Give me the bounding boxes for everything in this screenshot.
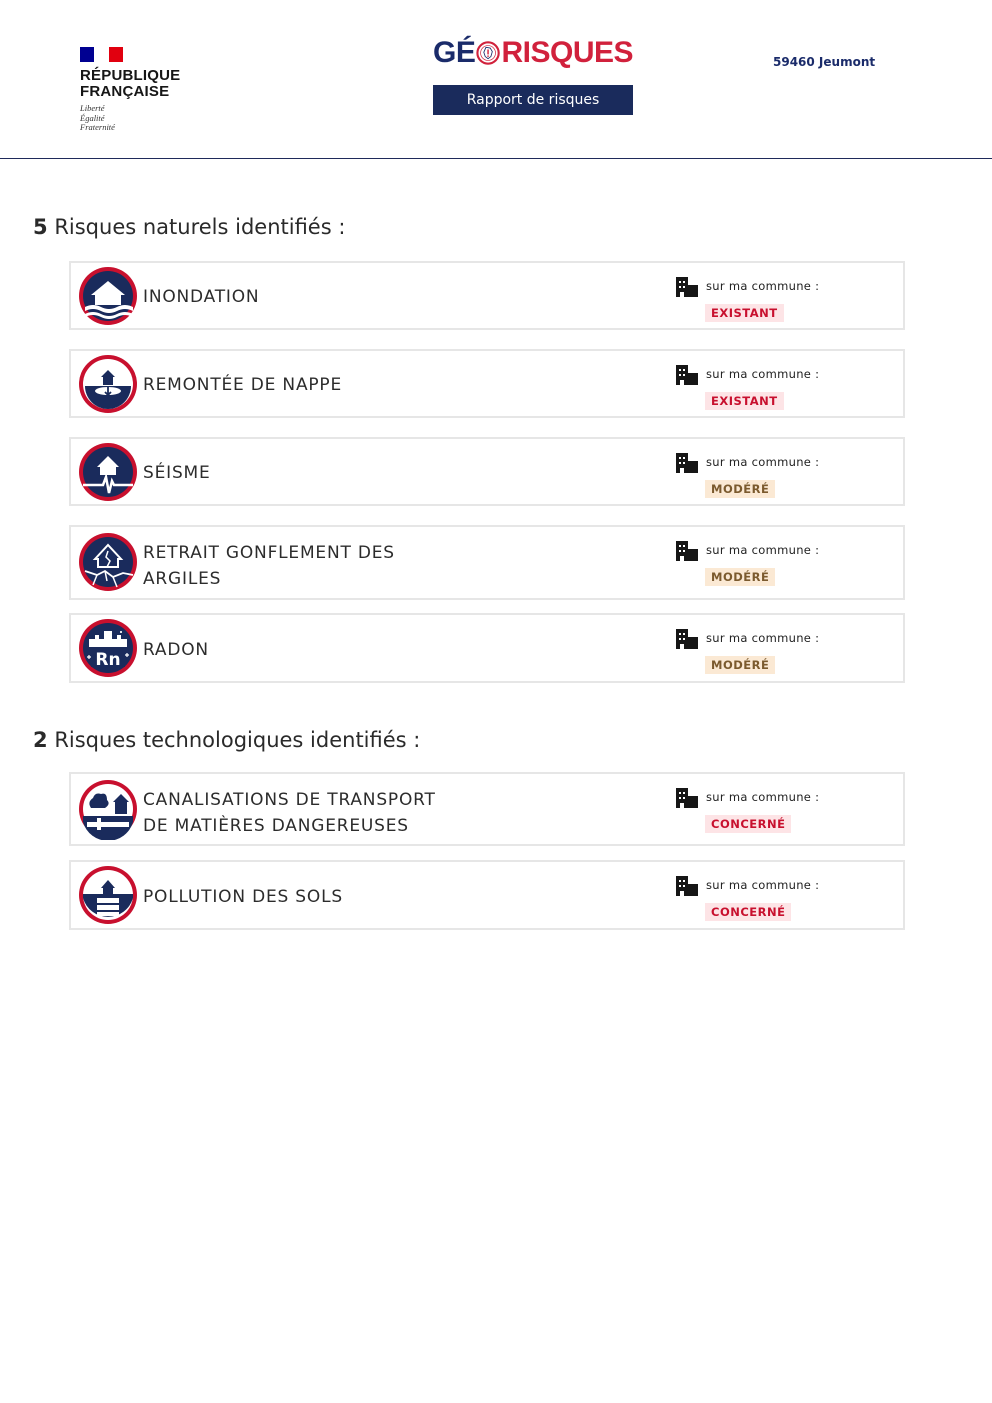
commune-label: sur ma commune : bbox=[706, 367, 820, 381]
status-badge: EXISTANT bbox=[705, 392, 784, 410]
risk-card-canalisations bbox=[69, 772, 905, 846]
risk-label: REMONTÉE DE NAPPE bbox=[143, 375, 343, 395]
french-flag-icon bbox=[80, 47, 123, 62]
republique-francaise-logo bbox=[80, 47, 180, 133]
risk-label-line-2: ARGILES bbox=[143, 569, 222, 589]
commune-label: sur ma commune : bbox=[706, 878, 820, 892]
risk-label-line-2: DE MATIÈRES DANGEREUSES bbox=[143, 816, 409, 836]
commune-label: sur ma commune : bbox=[706, 455, 820, 469]
risk-label: POLLUTION DES SOLS bbox=[143, 887, 343, 907]
groundwater-icon bbox=[77, 353, 139, 415]
natural-risks-title-text: Risques naturels identifiés : bbox=[54, 215, 346, 239]
republique-line-1: RÉPUBLIQUE bbox=[80, 67, 181, 84]
risk-card-remontee-de-nappe bbox=[69, 349, 905, 418]
earthquake-icon bbox=[77, 441, 139, 503]
pipeline-icon bbox=[77, 778, 139, 840]
georisques-france-logo-icon bbox=[476, 36, 500, 70]
devise-egalite: Égalité bbox=[80, 112, 105, 123]
page-header bbox=[0, 0, 992, 159]
brand-title bbox=[433, 36, 633, 70]
devise-liberte: Liberté bbox=[80, 103, 105, 113]
building-icon bbox=[675, 788, 699, 808]
building-icon bbox=[675, 277, 699, 297]
risk-label-line-1: CANALISATIONS DE TRANSPORT bbox=[143, 790, 436, 810]
status-badge: MODÉRÉ bbox=[705, 656, 775, 674]
flood-icon bbox=[77, 265, 139, 327]
technological-risks-count: 2 bbox=[33, 728, 48, 752]
technological-risks-title-text: Risques technologiques identifiés : bbox=[54, 728, 421, 752]
building-icon bbox=[675, 876, 699, 896]
clay-shrink-swell-icon bbox=[77, 531, 139, 593]
status-badge: CONCERNÉ bbox=[705, 815, 791, 833]
risk-label: INONDATION bbox=[143, 287, 260, 307]
svg-text:Rn: Rn bbox=[95, 650, 121, 670]
risk-card-inondation bbox=[69, 261, 905, 330]
status-badge: MODÉRÉ bbox=[705, 568, 775, 586]
brand-geo: GÉ bbox=[433, 36, 476, 69]
natural-risks-title bbox=[33, 215, 345, 239]
commune-name: 59460 Jeumont bbox=[773, 55, 876, 69]
natural-risks-count: 5 bbox=[33, 215, 48, 239]
status-badge: CONCERNÉ bbox=[705, 903, 791, 921]
republique-line-2: FRANÇAISE bbox=[80, 83, 170, 100]
commune-label: sur ma commune : bbox=[706, 279, 820, 293]
risk-card-retrait-gonflement-argiles bbox=[69, 525, 905, 600]
risk-label-line-1: RETRAIT GONFLEMENT DES bbox=[143, 543, 395, 563]
devise-fraternite: Fraternité bbox=[80, 122, 115, 132]
soil-pollution-icon bbox=[77, 864, 139, 926]
status-badge: EXISTANT bbox=[705, 304, 784, 322]
status-badge: MODÉRÉ bbox=[705, 480, 775, 498]
building-icon bbox=[675, 629, 699, 649]
commune-label: sur ma commune : bbox=[706, 543, 820, 557]
technological-risks-title bbox=[33, 728, 420, 752]
building-icon bbox=[675, 453, 699, 473]
radon-icon bbox=[77, 617, 139, 679]
building-icon bbox=[675, 541, 699, 561]
georisques-brand bbox=[433, 36, 633, 115]
report-subtitle: Rapport de risques bbox=[433, 85, 633, 115]
risk-card-seisme bbox=[69, 437, 905, 506]
risk-label: SÉISME bbox=[143, 463, 211, 483]
risk-card-pollution-des-sols bbox=[69, 860, 905, 930]
brand-risques: RISQUES bbox=[501, 36, 633, 69]
building-icon bbox=[675, 365, 699, 385]
commune-label: sur ma commune : bbox=[706, 790, 820, 804]
commune-label: sur ma commune : bbox=[706, 631, 820, 645]
risk-label: RADON bbox=[143, 640, 209, 660]
risk-card-radon bbox=[69, 613, 905, 683]
